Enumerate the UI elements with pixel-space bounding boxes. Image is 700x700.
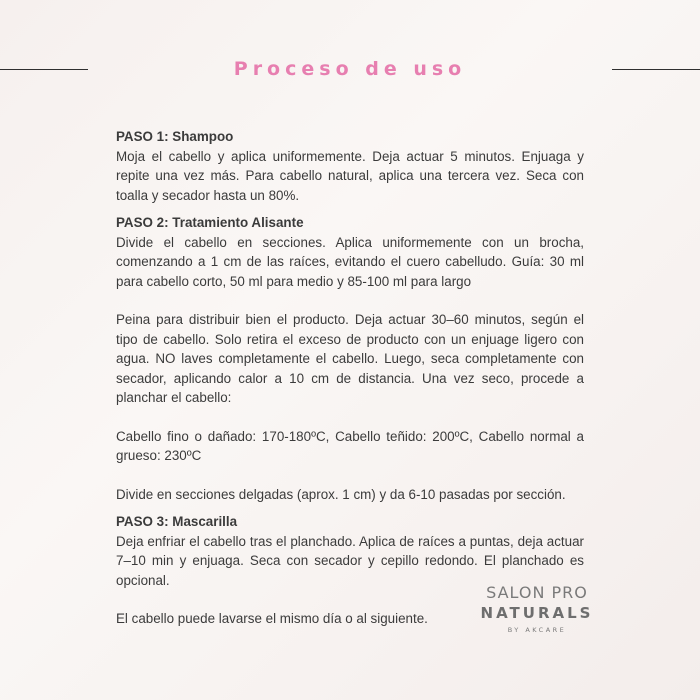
page-title: Proceso de uso [233,58,467,80]
step-2-heading: PASO 2: Tratamiento Alisante [116,215,304,230]
step-3-text: Deja enfriar el cabello tras el planchado. Aplica de raíces a puntas, deja actuar 7–10 min y enjuaga. Seca con secador y cepillo redondo. El planchado es opcional. [116,533,584,588]
step-2-paragraph-1: Divide el cabello en secciones. Aplica uniformemente con un brocha, comenzando a 1 cm de las raíces, evitando el cuero cabelludo. Guía: 30 ml para cabello corto, 50 ml para medio y 85-100 ml para largo [116,234,584,289]
logo-line-2: NATURALS [480,604,594,622]
step-2-temperatures: Cabello fino o dañado: 170-180ºC, Cabello teñido: 200ºC, Cabello normal a grueso: 230ºC [116,428,584,463]
logo-line-1: SALON PRO [486,583,588,602]
footer-note: El cabello puede lavarse el mismo día o al siguiente. [116,611,428,626]
logo-line-3: BY AKCARE [507,626,567,634]
step-3-heading: PASO 3: Mascarilla [116,514,238,529]
step-2-paragraph-4: Divide en secciones delgadas (aprox. 1 cm) y da 6-10 pasadas por sección. [116,486,566,502]
step-2-paragraph-2: Peina para distribuir bien el producto. Deja actuar 30–60 minutos, según el tipo de cabello. Solo retira el exceso de producto con un enjuage ligero con agua. NO laves completamente el cabello. Luego, seca completamente con secador, aplicando calor a 10 cm de distancia. Una vez seco, procede a planchar el cabello: [116,312,584,405]
step-1-text: Moja el cabello y aplica uniformemente. Deja actuar 5 minutos. Enjuaga y repite una vez más. Para cabello natural, aplica una tercera vez. Seca con toalla y secador hasta un 80%. [116,148,584,203]
brand-logo [480,583,594,635]
step-1-heading: PASO 1: Shampoo [116,129,234,144]
instructions-body [116,127,584,629]
